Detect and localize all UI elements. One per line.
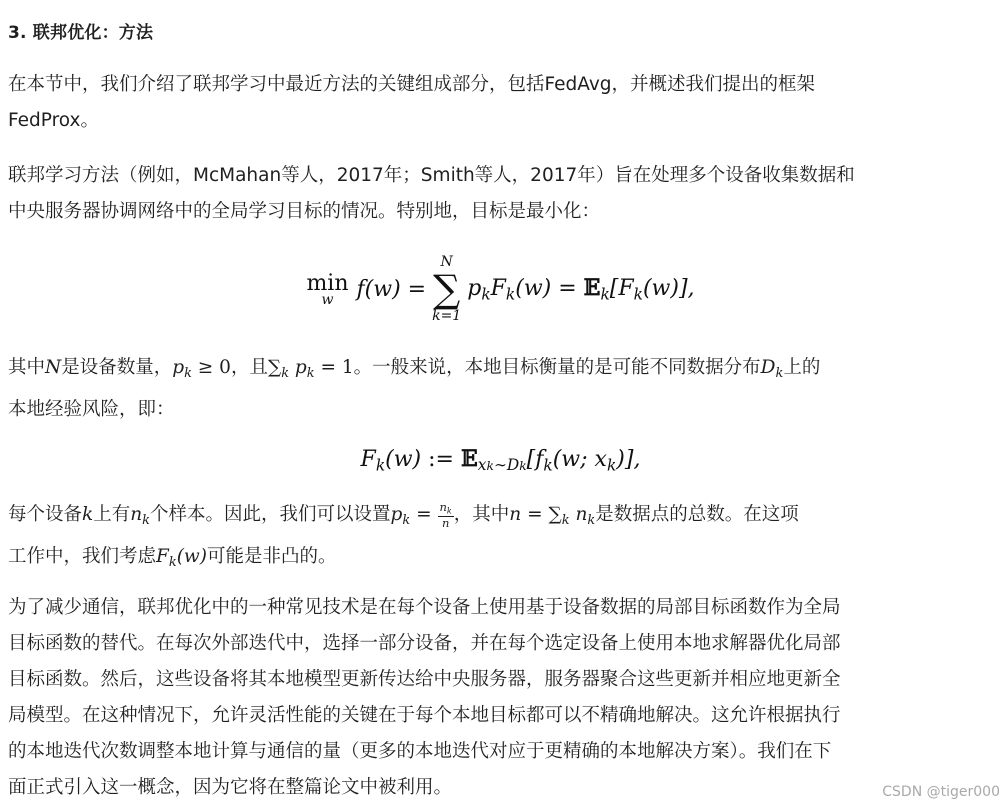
equation-lhs: f(w) = <box>356 276 427 302</box>
paragraph-line: 其中N是设备数量，$p_k \ge 0$，且$\sum_k$ $p_k = 1$。一般来说，本地目标衡量的是可能不同数据分布$D_k$上的 <box>8 357 821 381</box>
paragraph-objective <box>8 158 993 230</box>
paragraph-intro <box>8 67 993 139</box>
paragraph-line: 的本地迭代次数调整本地计算与通信的量（更多的本地迭代对应于更精确的本地解决方案）。我们在下 <box>8 741 832 762</box>
equation-rhs: $p_kF_k(w)$ = $𝔼_k[F_k(w)]$, <box>467 274 695 304</box>
paragraph-line: 目标函数。然后，这些设备将其本地模型更新传达给中央服务器，服务器聚合这些更新并相应地更新全 <box>8 669 841 690</box>
sum-operator: N ∑ k=1 <box>432 254 462 324</box>
paragraph-line: 在本节中，我们介绍了联邦学习中最近方法的关键组成部分，包括FedAvg，并概述我们提出的框架 <box>8 74 816 95</box>
paragraph-samples <box>8 497 993 581</box>
paragraph-line: 目标函数的替代。在每次外部迭代中，选择一部分设备，并在每个选定设备上使用本地求解器优化局部 <box>8 633 841 654</box>
paragraph-line: 联邦学习方法（例如，McMahan等人，2017年；Smith等人，2017年）旨在处理多个设备收集数据和 <box>8 165 855 186</box>
paragraph-line: 本地经验风险，即： <box>8 398 175 420</box>
paragraph-line: FedProx。 <box>8 110 99 131</box>
paragraph-definitions <box>8 350 993 428</box>
section-heading: 3. 联邦优化：方法 <box>8 23 154 43</box>
paragraph-line: 每个设备k上有$n_k$个样本。因此，我们可以设置$p_k$ = $\frac{n_k}{n}$ ，其中$n = \sum_k$ $n_k$是数据点的总数。在这项 <box>8 500 799 530</box>
local-objective-equation: $F_k(w)$ := $𝔼_{xk\sim Dk}[f_k(w$; $x_k$)], <box>360 445 641 475</box>
paragraph-communication <box>8 590 993 806</box>
paragraph-line: 局模型。在这种情况下，允许灵活性能的关键在于每个本地目标都可以不精确地解决。这允许根据执行 <box>8 705 841 726</box>
objective-equation <box>8 248 993 330</box>
paragraph-line: 工作中，我们考虑$F_k(w)$可能是非凸的。 <box>8 545 337 570</box>
min-operator: min w <box>306 270 349 308</box>
paragraph-line: 中央服务器协调网络中的全局学习目标的情况。特别地，目标是最小化： <box>8 201 601 222</box>
paragraph-line: 为了减少通信，联邦优化中的一种常见技术是在每个设备上使用基于设备数据的局部目标函数作为全局 <box>8 597 841 618</box>
paragraph-line: 面正式引入这一概念，因为它将在整篇论文中被利用。 <box>8 777 453 798</box>
csdn-watermark: CSDN @tiger000 <box>882 784 1000 800</box>
